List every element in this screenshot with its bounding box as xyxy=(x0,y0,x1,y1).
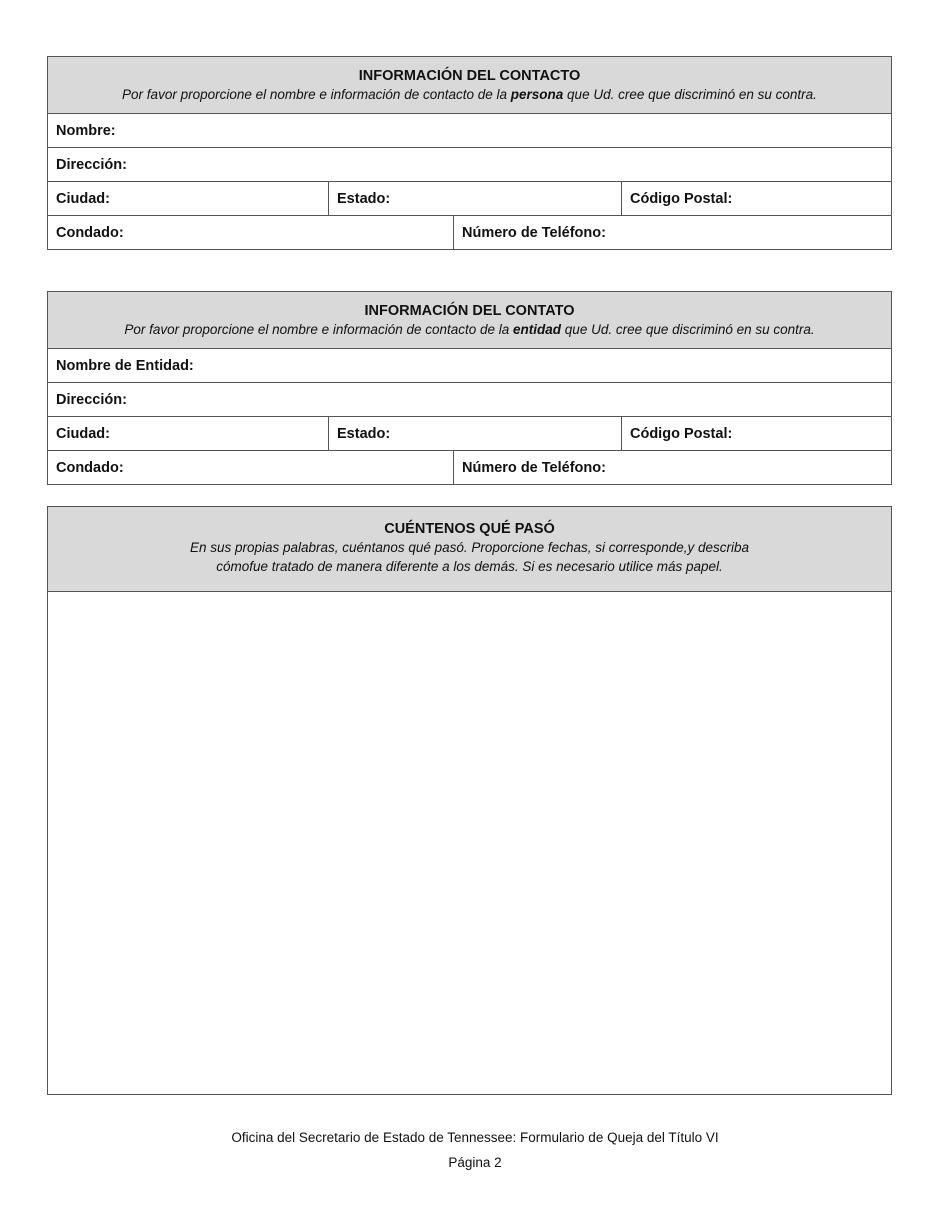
story-section-header xyxy=(48,507,891,592)
entity-name-row xyxy=(48,349,891,383)
entity-section-title: INFORMACIÓN DEL CONTATO xyxy=(364,303,575,319)
entity-zip-field[interactable]: Código Postal: xyxy=(630,425,733,442)
person-county-phone-row xyxy=(48,216,891,249)
person-county-field[interactable]: Condado: xyxy=(48,216,454,249)
entity-contact-section xyxy=(47,291,892,485)
person-contact-section xyxy=(47,56,892,250)
footer-page-number: Página 2 xyxy=(448,1155,502,1170)
person-name-row xyxy=(48,114,891,148)
entity-name-field[interactable]: Nombre de Entidad: xyxy=(56,357,194,374)
person-section-header xyxy=(48,57,891,114)
person-state-field[interactable]: Estado: xyxy=(329,182,622,215)
story-text-area[interactable] xyxy=(48,592,891,1094)
person-name-field[interactable]: Nombre: xyxy=(56,122,116,139)
story-section xyxy=(47,506,892,1095)
entity-phone-field[interactable]: Número de Teléfono: xyxy=(462,459,606,476)
person-city-state-zip-row xyxy=(48,182,891,216)
person-section-title: INFORMACIÓN DEL CONTACTO xyxy=(358,68,581,84)
entity-county-phone-row xyxy=(48,451,891,484)
story-section-instructions-line2: cómofue tratado de manera diferente a los demás. Si es necesario utilice más papel. xyxy=(216,559,723,574)
entity-address-row xyxy=(48,383,891,417)
entity-state-field[interactable]: Estado: xyxy=(329,417,622,450)
person-address-row xyxy=(48,148,891,182)
entity-section-subtitle: Por favor proporcione el nombre e información de contacto de la entidad que Ud. cree que discriminó en su contra. xyxy=(124,322,815,337)
entity-section-header xyxy=(48,292,891,349)
person-city-field[interactable]: Ciudad: xyxy=(48,182,329,215)
person-phone-field[interactable]: Número de Teléfono: xyxy=(462,224,606,241)
story-section-title: CUÉNTENOS QUÉ PASÓ xyxy=(384,521,555,537)
footer-office-text: Oficina del Secretario de Estado de Tennessee: Formulario de Queja del Título VI xyxy=(231,1130,719,1145)
entity-address-field[interactable]: Dirección: xyxy=(56,391,127,408)
story-section-instructions-line1: En sus propias palabras, cuéntanos qué pasó. Proporcione fechas, si corresponde,y describa xyxy=(189,540,750,555)
person-section-subtitle: Por favor proporcione el nombre e información de contacto de la persona que Ud. cree que discriminó en su contra. xyxy=(122,87,817,102)
person-zip-field[interactable]: Código Postal: xyxy=(630,190,733,207)
entity-city-state-zip-row xyxy=(48,417,891,451)
person-address-field[interactable]: Dirección: xyxy=(56,156,127,173)
entity-county-field[interactable]: Condado: xyxy=(48,451,454,484)
entity-city-field[interactable]: Ciudad: xyxy=(48,417,329,450)
